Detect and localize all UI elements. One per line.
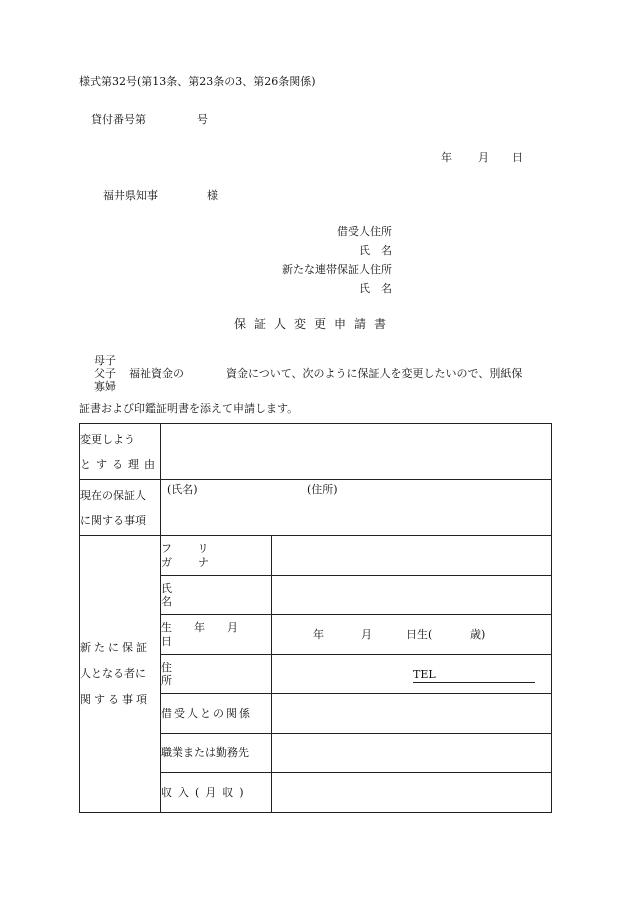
- date-day: 日: [512, 151, 523, 164]
- addressee-name: 福井県知事: [103, 189, 158, 202]
- birth-year-unit: 年: [313, 628, 324, 641]
- body-line2: 証書および印鑑証明書を添えて申請します。: [79, 402, 299, 415]
- new-guarantor-label-line1: 新たに保証: [80, 641, 150, 654]
- addressee-honorific: 様: [207, 189, 218, 202]
- current-guarantor-label: [80, 480, 161, 536]
- relation-field[interactable]: [272, 694, 552, 734]
- reason-label: [80, 424, 161, 480]
- date-month: 月: [478, 151, 489, 164]
- fund-option-father: 父子: [94, 367, 116, 380]
- current-guarantor-row: [80, 480, 552, 536]
- document-title: 保証人変更申請書: [234, 317, 395, 331]
- furigana-label: フリガナ: [161, 536, 272, 576]
- occupation-label: 職業または勤務先: [161, 734, 272, 773]
- address-label: 住所: [161, 655, 272, 694]
- current-guarantor-field[interactable]: [161, 480, 552, 536]
- date-year: 年: [441, 151, 452, 164]
- income-field[interactable]: [272, 773, 552, 813]
- name-label: 氏名: [161, 576, 272, 615]
- guarantor-name-label: 氏 名: [359, 282, 392, 295]
- tel-label: TEL: [413, 668, 436, 681]
- birthdate-label: 生年月日: [161, 615, 272, 655]
- furigana-field[interactable]: [272, 536, 552, 576]
- birthdate-field[interactable]: [272, 615, 552, 655]
- reason-row: [80, 424, 552, 480]
- age-unit: 歳): [470, 628, 486, 641]
- new-guarantor-label: [80, 536, 161, 813]
- reason-label-line2: とする理由: [80, 457, 160, 471]
- current-guarantor-label-line1: 現在の保証人: [80, 488, 146, 502]
- loan-number-label: 貸付番号第: [91, 113, 146, 126]
- borrower-name-label: 氏 名: [359, 244, 392, 257]
- loan-number-suffix: 号: [197, 113, 208, 126]
- body-line1-a: 福祉資金の: [129, 367, 184, 380]
- guarantor-address-label: 新たな連帯保証人住所: [282, 263, 392, 276]
- new-guarantor-label-line3: 関する事項: [80, 693, 150, 706]
- birth-month-unit: 月: [361, 628, 372, 641]
- current-name-label: (氏名): [167, 483, 198, 496]
- furigana-row: [80, 536, 552, 576]
- birth-day-unit: 日生(: [406, 628, 433, 641]
- body-line1-b: 資金について、次のように保証人を変更したいので、別紙保: [226, 367, 523, 380]
- reason-label-line1: 変更しよう: [80, 432, 135, 446]
- new-guarantor-label-line2: 人となる者に: [80, 667, 146, 680]
- relation-label: 借受人との関係: [161, 694, 272, 734]
- income-label: 収入(月収): [161, 773, 272, 813]
- form-number: 様式第32号(第13条、第23条の3、第26条関係): [79, 75, 316, 88]
- tel-field[interactable]: [413, 668, 535, 683]
- current-address-label: (住所): [307, 483, 338, 496]
- current-guarantor-label-line2: に関する事項: [80, 513, 146, 527]
- address-field[interactable]: [272, 655, 552, 694]
- fund-option-mother: 母子: [94, 354, 116, 367]
- name-field[interactable]: [272, 576, 552, 615]
- borrower-address-label: 借受人住所: [337, 225, 392, 238]
- reason-field[interactable]: [161, 424, 552, 480]
- fund-option-widow: 寡婦: [94, 380, 116, 393]
- occupation-field[interactable]: [272, 734, 552, 773]
- guarantor-change-table: [79, 423, 552, 813]
